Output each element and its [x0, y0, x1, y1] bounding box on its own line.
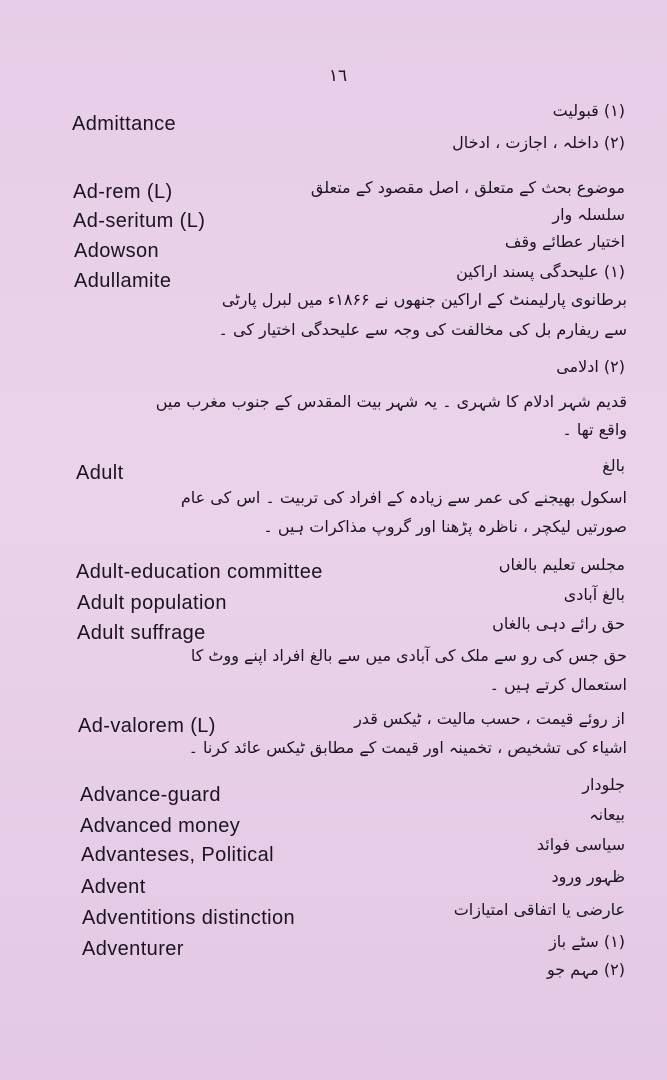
- def-adventitions-distinction: عارضی یا اتفاقی امتیازات: [453, 900, 625, 919]
- def-advent: ظہور ورود: [551, 867, 625, 886]
- def-advanteses-political: سیاسی فوائد: [536, 835, 625, 854]
- def-ad-rem: موضوع بحث کے متعلق ، اصل مقصود کے متعلق: [310, 178, 625, 197]
- def-adullamite-para1-line1: برطانوی پارلیمنٹ کے اراکین جنھوں نے ۱۸۶۶ء میں لبرل پارٹی: [221, 290, 627, 309]
- def-adowson: اختیار عطائے وقف: [504, 232, 625, 251]
- def-adventurer-1: (۱) سٹے باز: [549, 932, 625, 951]
- def-ad-valorem-para: اشیاء کی تشخیص ، تخمینہ اور قیمت کے مطابق ٹیکس عائد کرنا ۔: [188, 738, 627, 757]
- term-adowson: Adowson: [74, 240, 160, 262]
- def-admittance-2: (۲) داخلہ ، اجازت ، ادخال: [452, 133, 625, 152]
- term-advance-guard: Advance-guard: [80, 784, 221, 806]
- def-suffrage-para-line1: حق جس کی رو سے ملک کی آبادی میں سے بالغ افراد اپنے ووٹ کا: [190, 646, 627, 665]
- term-adullamite: Adullamite: [74, 270, 172, 292]
- term-admittance: Admittance: [72, 113, 177, 135]
- term-adult: Adult: [76, 462, 124, 484]
- def-advanced-money: بیعانہ: [589, 805, 625, 824]
- def-adullamite-1: (۱) علیحدگی پسند اراکین: [456, 262, 625, 281]
- def-adullamite-para2-line2: واقع تھا ۔: [562, 420, 627, 439]
- term-advanteses-political: Advanteses, Political: [81, 844, 274, 866]
- term-ad-valorem: Ad-valorem (L): [78, 715, 216, 737]
- page-number: ١٦: [328, 66, 348, 86]
- term-adventitions-distinction: Adventitions distinction: [82, 907, 296, 929]
- term-adult-education-committee: Adult-education committee: [76, 561, 323, 583]
- def-adullamite-para1-line2: سے ریفارم بل کی مخالفت کی وجہ سے علیحدگی اختیار کی ۔: [218, 320, 627, 339]
- def-adult-para-line2: صورتیں لیکچر ، ناظرہ پڑھنا اور گروپ مذاکرات ہیں ۔: [263, 517, 627, 536]
- def-adventurer-2: (۲) مہم جو: [546, 960, 625, 979]
- def-adullamite-2: (۲) ادلامی: [556, 357, 625, 376]
- def-ad-valorem: از روئے قیمت ، حسب مالیت ، ٹیکس قدر: [354, 709, 625, 728]
- def-admittance-1: (۱) قبولیت: [552, 101, 625, 120]
- term-adult-suffrage: Adult suffrage: [77, 622, 206, 644]
- def-advance-guard: جلودار: [582, 775, 625, 794]
- term-advent: Advent: [81, 876, 146, 898]
- def-adult: بالغ: [602, 456, 625, 475]
- def-adult-education-committee: مجلس تعلیم بالغاں: [498, 555, 625, 574]
- def-adult-suffrage: حق رائے دہی بالغاں: [492, 614, 625, 633]
- term-adult-population: Adult population: [77, 592, 227, 614]
- term-adventurer: Adventurer: [82, 938, 184, 960]
- def-adult-para-line1: اسکول بھیجنے کی عمر سے زیادہ کے افراد کی تربیت ۔ اس کی عام: [180, 488, 627, 507]
- term-ad-seritum: Ad-seritum (L): [73, 210, 206, 232]
- term-advanced-money: Advanced money: [80, 815, 241, 837]
- def-ad-seritum: سلسلہ وار: [552, 205, 625, 224]
- def-adult-population: بالغ آبادی: [563, 585, 625, 604]
- def-adullamite-para2-line1: قدیم شہر ادلام کا شہری ۔ یہ شہر بیت المقدس کے جنوب مغرب میں: [155, 392, 627, 411]
- term-ad-rem: Ad-rem (L): [73, 181, 173, 203]
- def-suffrage-para-line2: استعمال کرتے ہیں ۔: [489, 675, 627, 694]
